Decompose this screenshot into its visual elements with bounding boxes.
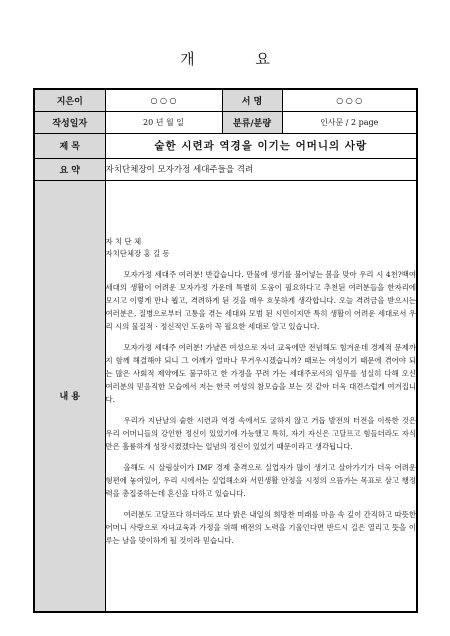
signature-value: ○ ○ ○ — [282, 89, 417, 111]
author-value: ○ ○ ○ — [105, 89, 222, 111]
paragraph: 올해도 시 살림살이가 IMF 경제 충격으로 실업자가 많이 생기고 살아가기가 더욱 어려운 형편에 놓여있어, 우리 시에서는 실업해소와 서민생활 안정을 시정의 으뜸가는 목표로 삼고 행정력을 총집중하는데 혼신을 다하고 있습니다. — [105, 463, 416, 499]
date-label: 작성일자 — [34, 111, 105, 133]
summary-label: 요 약 — [34, 158, 105, 180]
paragraph: 모자가정 세대주 여러분! 가냘픈 여성으로 자녀 교육에만 전념해도 힘겨운데 경제적 문제까지 함께 해결해야 되니 그 어깨가 얼마나 무거우시겠습니까? 때로는 여성이기 때문에 겪어야 되는 많은 사회적 제약에도 불구하고 한 가정을 꾸려 가는 세대주로서의 임무를 성실히 다해 오신 여러분의 믿음직한 모습에서 저는 한국 여성의 참모습을 보는 것 같아 더욱 대견스럽게 여겨집니다. — [105, 343, 416, 405]
paragraph: 여러분도 고달프다 하더라도 보다 밝은 내일의 희망찬 미래를 마음 속 깊이 간직하고 따뜻한 어머니 사랑으로 자녀교육과 가정을 위해 배전의 노력을 기울인다면 반드시 길은 열리고 뜻을 이루는 날을 맞이하게 될 것이라 믿습니다. — [105, 510, 416, 546]
paragraph: 우리가 지난날의 숱한 시련과 역경 속에서도 굴하지 않고 거듭 발전의 터전을 이룩한 것은 우리 어머니들의 강인한 정신이 있었기에 가능했고 특히, 자기 자신은 고달프고 힘들더라도 자식만은 훌륭하게 성장시켰겠다는 일념의 정신이 있었기 때문이라고 생각됩니다. — [105, 416, 416, 452]
sender-block — [106, 236, 417, 260]
category-value: 인사문 / 2 page — [282, 111, 417, 133]
author-row — [34, 89, 417, 111]
summary-value: 자치단체장이 모자가정 세대주들을 격려 — [105, 158, 417, 180]
content-body — [105, 180, 417, 612]
author-label: 지은이 — [34, 89, 105, 111]
subject-row — [34, 133, 417, 158]
document-title: 개 요 — [180, 50, 298, 68]
sender-name: 자치단체장 홍 길 동 — [105, 249, 170, 259]
date-row — [34, 111, 417, 133]
signature-label: 서 명 — [222, 89, 282, 111]
content-row — [34, 180, 417, 612]
subject-value: 숱한 시련과 역경을 이기는 어머니의 사랑 — [105, 133, 417, 158]
subject-label: 제 목 — [34, 133, 105, 158]
summary-row — [34, 158, 417, 180]
sender-organization: 자 치 단 체 — [105, 237, 142, 247]
summary-form-table — [33, 88, 418, 613]
category-label: 분류/분량 — [222, 111, 282, 133]
date-value: 20 년 월 일 — [105, 111, 222, 133]
content-label: 내 용 — [34, 180, 105, 612]
paragraph: 모자가정 세대주 여러분! 반갑습니다. 만물에 생기를 불어넣는 봄을 맞아 우리 시 4천?백여 세대의 생활이 어려운 모자가정 가운데 특별히 도움이 필요하다고 추천된 여러분들을 한자리에 모시고 이렇게 만나 뵙고, 격려하게 된 것을 매우 흐뭇하게 생각합니다. 오늘 격려금을 받으시는 여러분은, 질병으로부터 고통을 겪는 세대와 모범 된 시민이지만 특히 생활이 어려운 세대로서 우리 시의 물질적 · 정신적인 도움이 꼭 필요한 세대로 알고 있습니다. — [105, 270, 416, 332]
